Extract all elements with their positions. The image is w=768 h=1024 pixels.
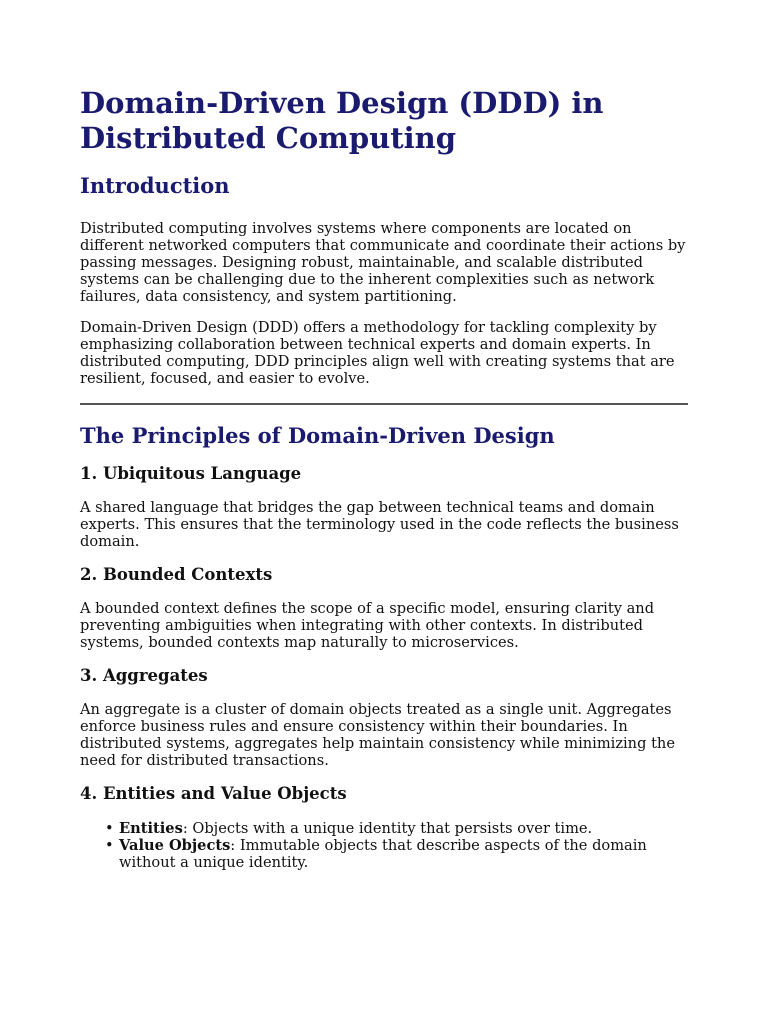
list-item — [105, 820, 688, 837]
principle-text-bounded-contexts: A bounded context defines the scope of a specific model, ensuring clarity and preventing ambiguities when integrating with other contexts. In distributed systems, bounded contexts map naturally to microservices. — [80, 600, 655, 651]
principle-heading-entities-value-objects: 4. Entities and Value Objects — [80, 784, 347, 803]
principle-text-aggregates: An aggregate is a cluster of domain objects treated as a single unit. Aggregates enforce business rules and ensure consistency within their boundaries. In distributed systems, aggregates help maintain consistency while minimizing the need for distributed transactions. — [80, 701, 675, 769]
definition-text: : Objects with a unique identity that persists over time. — [182, 820, 593, 837]
list-item — [105, 837, 688, 871]
document-page — [80, 86, 688, 871]
principle-heading-aggregates: 3. Aggregates — [80, 666, 208, 685]
introduction-paragraph: Domain-Driven Design (DDD) offers a methodology for tackling complexity by emphasizing collaboration between technical experts and domain experts. In distributed computing, DDD principles align well with creating systems that are resilient, focused, and easier to evolve. — [80, 319, 675, 387]
introduction-paragraph: Distributed computing involves systems where components are located on different networked computers that communicate and coordinate their actions by passing messages. Designing robust, maintainable, and scalable distributed systems can be challenging due to the inherent complexities such as network failures, data consistency, and system partitioning. — [80, 220, 686, 305]
principle-text-ubiquitous-language: A shared language that bridges the gap between technical teams and domain experts. This ensures that the terminology used in the code reflects the business domain. — [80, 499, 679, 550]
bullet-icon: • — [105, 820, 114, 837]
principles-heading: The Principles of Domain-Driven Design — [80, 423, 555, 448]
document-title: Domain-Driven Design (DDD) in Distributed Computing — [80, 86, 604, 155]
principle-heading-bounded-contexts: 2. Bounded Contexts — [80, 565, 273, 584]
definition-term: Value Objects — [119, 837, 231, 854]
definition-text: : Immutable objects that describe aspects of the domain without a unique identity. — [119, 837, 647, 871]
section-divider — [80, 403, 688, 405]
introduction-heading: Introduction — [80, 173, 230, 198]
bullet-icon: • — [105, 837, 114, 854]
definition-list — [80, 820, 688, 871]
principle-heading-ubiquitous-language: 1. Ubiquitous Language — [80, 464, 302, 483]
definition-term: Entities — [119, 820, 183, 837]
